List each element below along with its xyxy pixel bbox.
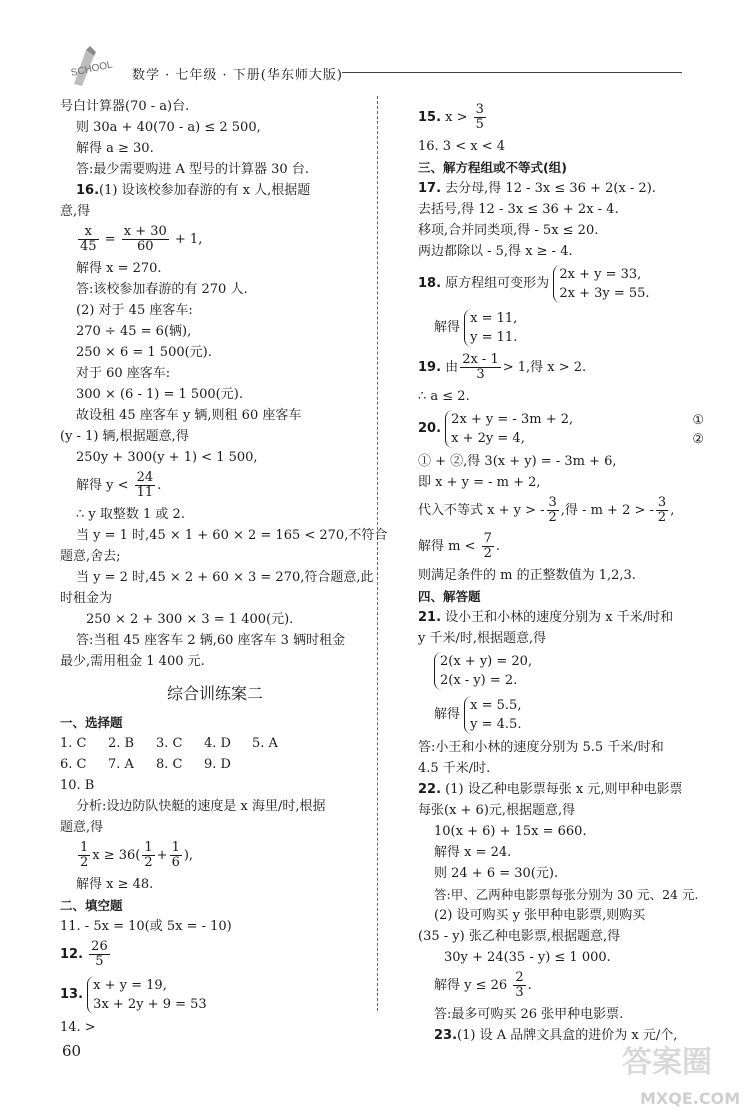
denominator: 3 [515, 985, 524, 1000]
mc-answer: 10. B [60, 778, 95, 793]
fraction [460, 353, 501, 382]
equation [418, 350, 718, 386]
text-span: 代入不等式 x + y > - [418, 503, 545, 518]
text-line: 解得 x ≥ 48. [76, 877, 154, 892]
problem-number: 13. [60, 987, 84, 1002]
fraction [122, 225, 169, 254]
text-span: 解得 y < [76, 478, 129, 493]
fraction [135, 471, 156, 500]
mc-answer: 7. A [108, 757, 134, 772]
system-line: x + 2y = 4, [451, 430, 525, 446]
mc-answer: 3. C [156, 736, 183, 751]
text-line: 去括号,得 12 - 3x ≤ 36 + 2x - 4. [418, 202, 619, 217]
text-line: 答:小王和小林的速度分别为 5.5 千米/时和 [418, 740, 664, 755]
text-span: . [527, 978, 532, 993]
numerator: 1 [171, 840, 180, 855]
school-logo [60, 46, 120, 86]
text-line: 两边都除以 - 5,得 x ≥ - 4. [418, 244, 573, 259]
problem-number: 19. [418, 360, 442, 375]
svg-text:答案圈: 答案圈 [622, 1045, 712, 1080]
text-line: (y - 1) 辆,根据题意,得 [60, 429, 189, 444]
fraction [547, 496, 559, 525]
text-line: 故设租 45 座客车 y 辆,则租 60 座客车 [76, 408, 302, 423]
brace-system [87, 976, 207, 1014]
text-line: 答:甲、乙两种电影票每张分别为 30 元、24 元. [434, 887, 699, 902]
text-span: (1) 设乙种电影票每张 x 元,则甲种电影票 [445, 782, 683, 797]
equation [418, 493, 718, 529]
denominator: 5 [95, 954, 104, 969]
denominator: 60 [136, 239, 154, 254]
text-line: 当 y = 1 时,45 × 1 + 60 × 2 = 165 < 270,不符合 [76, 528, 388, 543]
text-line: 答:当租 45 座客车 2 辆,60 座客车 3 辆时租金 [76, 633, 346, 648]
denominator: 6 [171, 855, 180, 870]
mc-answer: 6. C [60, 757, 87, 772]
problem-22 [418, 779, 718, 800]
denominator: 5 [475, 117, 484, 132]
problem-17 [418, 178, 718, 199]
brace-system [553, 265, 649, 303]
page-header [60, 46, 700, 86]
denominator: 3 [476, 367, 485, 382]
text-line: 最少,需用租金 1 400 元. [60, 654, 205, 669]
system-line: x + y = 19, [93, 977, 167, 993]
numerator: 3 [548, 495, 557, 510]
mc-answers-row [60, 754, 370, 775]
text-line: (2) 对于 45 座客车: [76, 303, 193, 318]
section-title: 综合训练案二 [166, 684, 263, 703]
section-heading: 二、填空题 [60, 898, 123, 913]
fraction [482, 532, 494, 561]
equation [60, 222, 370, 258]
left-column [60, 96, 388, 1038]
text-line: 4.5 千米/时. [418, 761, 491, 776]
text-line: 250 × 6 = 1 500(元). [76, 345, 212, 360]
text-line: ① + ②,得 3(x + y) = - 3m + 6, [418, 454, 617, 469]
equation-system [418, 262, 718, 306]
system-line: y = 4.5. [470, 716, 522, 732]
equation-system [418, 306, 718, 350]
equation [418, 100, 718, 136]
denominator: 2 [80, 855, 89, 870]
text-line: 则 30a + 40(70 - a) ≤ 2 500, [76, 120, 261, 135]
brace-system [464, 696, 521, 734]
text-line: 答:该校参加春游的有 270 人. [76, 282, 248, 297]
brace-system [464, 309, 517, 347]
fraction [170, 841, 182, 870]
text-span: 解得 y ≤ 26 [434, 978, 508, 993]
problem-number: 12. [60, 947, 84, 962]
text-line: 则满足条件的 m 的正整数值为 1,2,3. [418, 568, 636, 583]
text-span: (1) 设 A 品牌文具盒的进价为 x 元/个, [457, 1028, 678, 1043]
brace-system [434, 652, 532, 690]
system-line: x = 11, [470, 310, 518, 326]
equation [60, 468, 370, 504]
text-line: 解得 x = 270. [76, 261, 162, 276]
fraction [656, 496, 668, 525]
system-line: 2x + y = - 3m + 2, [451, 411, 574, 427]
system-line: 2x + 3y = 55. [559, 285, 650, 301]
numerator: 7 [483, 531, 492, 546]
problem-number: 23. [434, 1028, 458, 1043]
text-line: 号白计算器(70 - a)台. [60, 99, 190, 114]
fraction [474, 103, 486, 132]
right-column [418, 100, 718, 1046]
text-span: > 1,得 x > 2. [502, 360, 587, 375]
text-span: ,得 - m + 2 > - [560, 503, 654, 518]
text-line: 16. 3 < x < 4 [418, 139, 505, 154]
mc-answer: 2. B [108, 736, 135, 751]
text-line: ∴ y 取整数 1 或 2. [76, 507, 185, 522]
system-line: 2(x - y) = 2. [440, 672, 518, 688]
text-span: 由 [445, 360, 459, 375]
equation-markers [692, 411, 704, 449]
problem-number: 22. [418, 782, 442, 797]
page-number: 60 [62, 1042, 82, 1060]
text-span: x > [445, 110, 468, 125]
problem-number: 15. [418, 110, 442, 125]
numerator: x + 30 [123, 224, 167, 239]
mc-answers-row [60, 733, 370, 754]
problem-number: 17. [418, 181, 442, 196]
equation-system [60, 973, 370, 1017]
text-span: 原方程组可变形为 [445, 276, 550, 291]
text-line: 解得 x = 24. [434, 845, 512, 860]
text-line: 题意,舍去; [60, 549, 121, 564]
marker-1: ① [692, 413, 704, 428]
text-span: + [156, 848, 168, 863]
problem-16 [60, 180, 370, 201]
text-span: x ≥ 36( [92, 848, 141, 863]
header-title: 数学 · 七年级 · 下册(华东师大版) [132, 68, 343, 83]
equation [418, 529, 718, 565]
text-line: 移项,合并同类项,得 - 5x ≤ 20. [418, 223, 599, 238]
column-divider [377, 96, 378, 1011]
numerator: x [78, 225, 99, 240]
numerator: 2 [515, 970, 524, 985]
text-line: y 千米/时,根据题意,得 [418, 631, 547, 646]
numerator: 1 [144, 840, 153, 855]
mc-answer: 8. C [156, 757, 183, 772]
text-span: . [495, 539, 501, 554]
text-line: 10(x + 6) + 15x = 660. [434, 824, 587, 839]
problem-21 [418, 607, 718, 628]
mc-answer: 1. C [60, 736, 87, 751]
text-line: 则 24 + 6 = 30(元). [434, 866, 559, 881]
section-heading: 四、解答题 [418, 589, 481, 604]
mc-answer: 9. D [204, 757, 231, 772]
mc-answer: 5. A [252, 736, 278, 751]
fraction [78, 841, 90, 870]
text-line: (2) 设可购买 y 张甲种电影票,则购买 [434, 908, 646, 923]
watermark-logo [618, 1032, 748, 1112]
equation [60, 937, 370, 973]
text-line: 即 x + y = - m + 2, [418, 475, 541, 490]
text-span: , [670, 503, 675, 518]
text-line: 答:最多可购买 26 张甲种电影票. [434, 1007, 624, 1022]
section-heading: 一、选择题 [60, 715, 123, 730]
text-span: 设小王和小林的速度分别为 x 千米/时和 [445, 610, 674, 625]
mc-answer: 4. D [204, 736, 231, 751]
problem-number: 21. [418, 610, 442, 625]
system-line: x = 5.5, [470, 697, 522, 713]
text-span: 解得 m < [418, 539, 476, 554]
problem-number: 18. [418, 276, 442, 291]
text-span: 去分母,得 12 - 3x ≤ 36 + 2(x - 2). [445, 181, 656, 196]
problem-number: 16. [76, 183, 100, 198]
text-span: = [104, 232, 116, 247]
text-line: 题意,得 [60, 820, 104, 835]
text-span: . [157, 478, 162, 493]
numerator: 3 [475, 102, 484, 117]
denominator: 2 [548, 510, 557, 525]
numerator: 3 [657, 495, 667, 510]
text-line: 分析:设边防队快艇的速度是 x 海里/时,根据 [76, 799, 326, 814]
problem-number: 20. [418, 421, 442, 436]
text-span: ), [183, 848, 194, 863]
text-line: 250 × 2 + 300 × 3 = 1 400(元). [86, 612, 294, 627]
fraction [142, 841, 154, 870]
denominator: 2 [483, 546, 492, 561]
text-span: 解得 [434, 320, 461, 335]
text-span: 解得 [434, 707, 461, 722]
text-line: 对于 60 座客车: [76, 366, 171, 381]
text-line: ∴ a ≤ 2. [418, 389, 470, 404]
text-span: + 1, [174, 232, 203, 247]
svg-text:SCHOOL: SCHOOL [70, 59, 114, 79]
numerator: 1 [80, 840, 89, 855]
marker-2: ② [692, 432, 704, 447]
text-line: (35 - y) 张乙种电影票,根据题意,得 [418, 929, 621, 944]
denominator: 45 [80, 239, 97, 254]
text-line: 每张(x + 6)元,根据题意,得 [418, 803, 576, 818]
system-line: 3x + 2y + 9 = 53 [93, 996, 207, 1012]
section-heading: 三、解方程组或不等式(组) [418, 160, 567, 175]
text-line: 当 y = 2 时,45 × 2 + 60 × 3 = 270,符合题意,此 [76, 570, 374, 585]
text-line: 14. > [60, 1020, 96, 1035]
fraction [78, 225, 99, 254]
numerator: 2x - 1 [462, 352, 499, 367]
text-line: 答:最少需要购进 A 型号的计算器 30 台. [76, 162, 309, 177]
text-line: 30y + 24(35 - y) ≤ 1 000. [444, 950, 611, 965]
brace-system [445, 410, 573, 448]
equation [418, 968, 718, 1004]
denominator: 2 [657, 510, 667, 525]
equation-system [418, 649, 718, 693]
text-line: 300 × (6 - 1) = 1 500(元). [76, 387, 243, 402]
fraction [513, 971, 525, 1000]
equation-system [418, 407, 718, 451]
numerator: 24 [136, 470, 154, 485]
system-line: y = 11. [470, 329, 518, 345]
text-line: 11. - 5x = 10(或 5x = - 10) [60, 919, 232, 934]
text-line: 270 ÷ 45 = 6(辆), [76, 324, 192, 339]
header-rule [342, 72, 682, 73]
text-span: (1) 设该校参加春游的有 x 人,根据题 [99, 183, 311, 198]
system-line: 2x + y = 33, [559, 266, 642, 282]
numerator: 26 [91, 939, 108, 954]
fraction [89, 940, 110, 969]
equation [60, 838, 370, 874]
denominator: 11 [136, 485, 154, 500]
text-line: 250y + 300(y + 1) < 1 500, [76, 450, 258, 465]
system-line: 2(x + y) = 20, [440, 653, 533, 669]
svg-text:MXQE.COM: MXQE.COM [640, 1089, 741, 1108]
text-line: 时租金为 [60, 591, 113, 606]
text-line: 解得 a ≥ 30. [76, 141, 154, 156]
text-line: 意,得 [60, 204, 91, 219]
denominator: 2 [144, 855, 153, 870]
equation-system [418, 693, 718, 737]
